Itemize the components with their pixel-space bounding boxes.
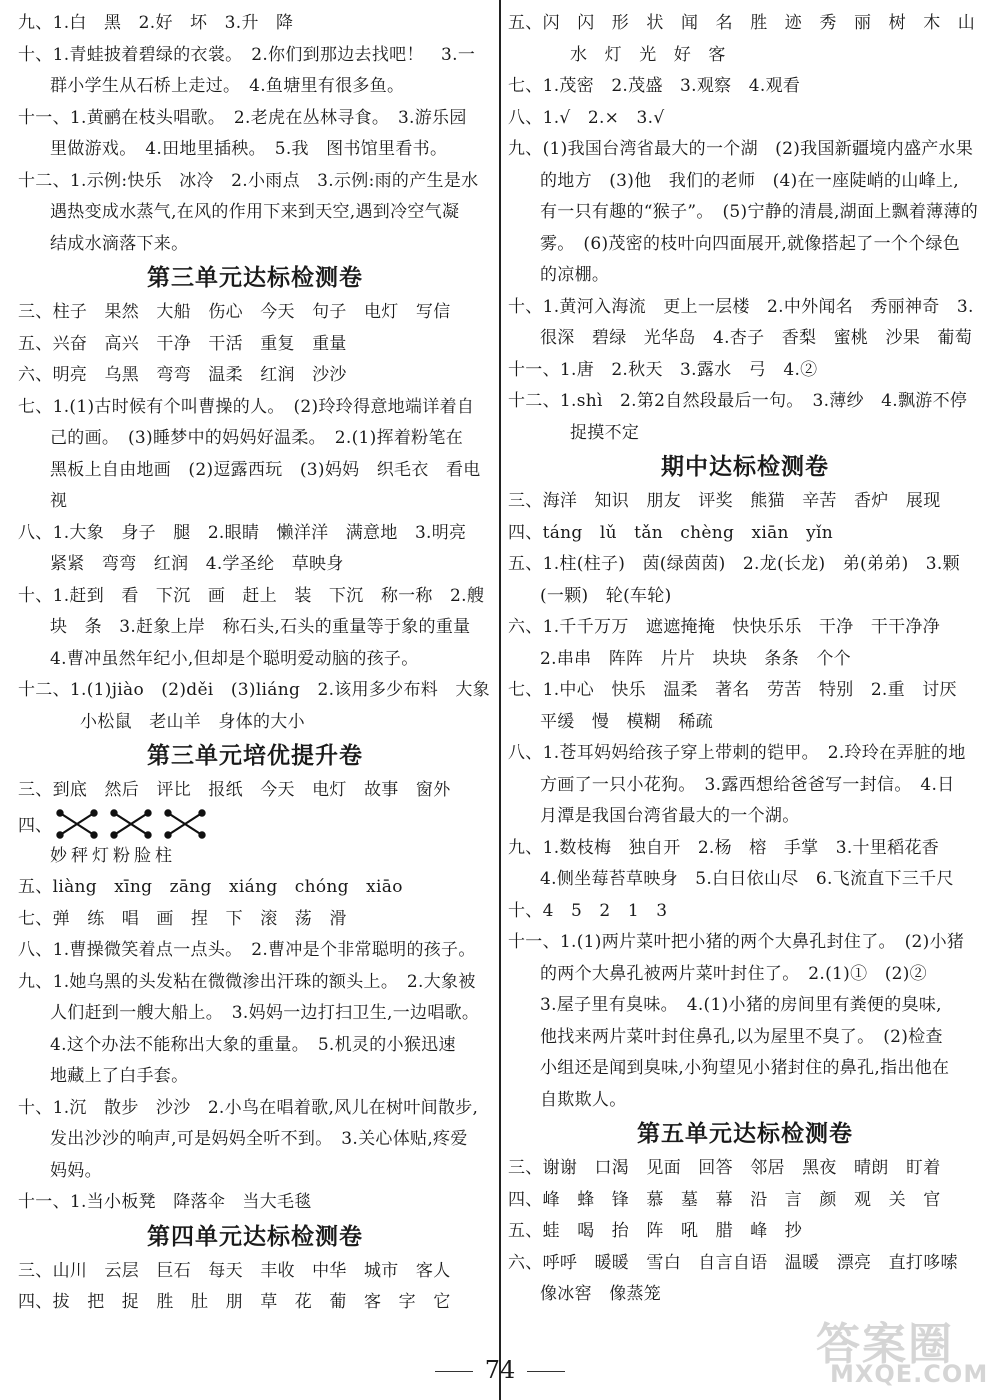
answer-line: 十、1.沉 散步 沙沙 2.小鸟在唱着歌,风儿在树叶间散步, — [18, 1097, 479, 1118]
answer-line: 五、liàng xīng zāng xiáng chóng xiāo — [18, 877, 403, 897]
answer-line: 十、1.赶到 看 下沉 画 赶上 装 下沉 称一称 2.艘 — [18, 585, 485, 606]
answer-line: 十、4 5 2 1 3 — [508, 900, 668, 921]
answer-line: 方画了一只小花狗。 3.露西想给爸爸写一封信。 4.日 — [540, 774, 955, 795]
answer-line: 3.屋子里有臭味。 4.(1)小猪的房间里有粪便的臭味, — [540, 995, 942, 1015]
answer-line: 九、1.数枝梅 独自开 2.杨 榕 手掌 3.十里稻花香 — [508, 837, 940, 858]
matching-characters: 妙秤灯粉脸柱 — [50, 845, 176, 866]
column-divider — [499, 0, 501, 1400]
answer-line: 遇热变成水蒸气,在风的作用下来到天空,遇到冷空气凝 — [50, 202, 460, 222]
watermark-title: 答案圈 — [816, 1319, 954, 1370]
answer-line: 十二、1.(1)jiào (2)děi (3)liáng 2.该用多少布料 大象 — [18, 680, 490, 700]
answer-line: 的两个大鼻孔被两片菜叶封住了。 2.(1)① (2)② — [540, 963, 927, 984]
answer-line: 三、山川 云层 巨石 每天 丰收 中华 城市 客人 — [18, 1260, 451, 1281]
page-dash-left — [435, 1371, 473, 1373]
answer-line: 有一只有趣的“猴子”。 (5)宁静的清晨,湖面上飘着薄薄的 — [540, 202, 979, 222]
answer-line: 人们赶到一艘大船上。 3.妈妈一边打扫卫生,一边唱歌。 — [50, 1003, 480, 1023]
right-block-2 — [508, 486, 982, 1116]
answer-line: 结成水滴落下来。 — [50, 233, 189, 254]
matching-question — [18, 807, 492, 841]
answer-line: 十一、1.黄鹂在枝头唱歌。 2.老虎在丛林寻食。 3.游乐园 — [18, 107, 467, 128]
left-block-3b — [18, 872, 492, 1219]
answer-line: 三、谢谢 口渴 见面 回答 邻居 黑夜 晴朗 盯着 — [508, 1158, 941, 1178]
matching-lines-icon — [54, 809, 214, 839]
answer-line: 三、到底 然后 评比 报纸 今天 电灯 故事 窗外 — [18, 780, 451, 800]
answer-line: 2.串串 阵阵 片片 块块 条条 个个 — [540, 648, 851, 669]
answer-line: 五、蛙 喝 抬 阵 吼 腊 峰 抄 — [508, 1221, 803, 1241]
answer-line: 自欺欺人。 — [540, 1089, 627, 1110]
section-heading-unit3-advanced: 第三单元培优提升卷 — [147, 743, 363, 769]
answer-line: 十一、1.唐 2.秋天 3.露水 弓 4.② — [508, 359, 818, 380]
answer-line: 小松鼠 老山羊 身体的大小 — [80, 711, 305, 732]
left-column — [18, 8, 492, 1319]
answer-line: 五、1.柱(柱子) 茵(绿茵茵) 2.龙(长龙) 弟(弟弟) 3.颗 — [508, 554, 960, 574]
answer-line: 七、1.中心 快乐 温柔 著名 劳苦 特别 2.重 讨厌 — [508, 680, 957, 700]
answer-line: 六、呼呼 暖暖 雪白 自言自语 温暖 漂亮 直打哆嗦 — [508, 1252, 958, 1273]
answer-line: 五、闪 闪 形 状 闻 名 胜 迹 秀 丽 树 木 山 — [508, 13, 976, 33]
answer-line: 九、1.她乌黑的头发粘在微微渗出汗珠的额头上。 2.大象被 — [18, 971, 476, 992]
answer-line: 四、táng lǔ tǎn chèng xiān yǐn — [508, 522, 833, 543]
answer-line: 月潭是我国台湾省最大的一个湖。 — [540, 806, 800, 826]
answer-line: 的凉棚。 — [540, 265, 610, 285]
answer-line: 他找来两片菜叶封住鼻孔,以为屋里不臭了。 (2)检查 — [540, 1026, 943, 1047]
watermark-url: MXQE.COM — [830, 1360, 989, 1388]
answer-line: 4.这个办法不能称出大象的重量。 5.机灵的小猴迅速 — [50, 1034, 456, 1055]
answer-line: 视 — [50, 491, 68, 511]
answer-line: 妈妈。 — [50, 1160, 102, 1181]
answer-line: 六、1.千千万万 遮遮掩掩 快快乐乐 干净 干干净净 — [508, 617, 941, 637]
answer-line: 九、1.白 黑 2.好 坏 3.升 降 — [18, 13, 294, 33]
watermark-logo — [816, 1308, 992, 1394]
left-block-4 — [18, 1256, 492, 1319]
answer-line: 十一、1.当小板凳 降落伞 当大毛毯 — [18, 1192, 312, 1212]
question-label: 四、 — [18, 815, 52, 836]
answer-line: 十二、1.示例:快乐 冰冷 2.小雨点 3.示例:雨的产生是水 — [18, 170, 479, 191]
section-heading-unit5-test: 第五单元达标检测卷 — [637, 1121, 853, 1147]
answer-line: 很深 碧绿 光华岛 4.杏子 香梨 蜜桃 沙果 葡萄 — [540, 328, 973, 348]
answer-line: 三、海洋 知识 朋友 评奖 熊猫 辛苦 香炉 展现 — [508, 491, 941, 511]
answer-line: 发出沙沙的响声,可是妈妈全听不到。 3.关心体贴,疼爱 — [50, 1129, 468, 1149]
answer-line: 六、明亮 乌黑 弯弯 温柔 红润 沙沙 — [18, 365, 347, 385]
section-heading-unit3-test: 第三单元达标检测卷 — [147, 265, 363, 291]
answer-line: 群小学生从石桥上走过。 4.鱼塘里有很多鱼。 — [50, 76, 405, 96]
answer-line: 十二、1.shì 2.第2自然段最后一句。 3.薄纱 4.飘游不停 — [508, 391, 968, 411]
answer-line: 十、1.黄河入海流 更上一层楼 2.中外闻名 秀丽神奇 3. — [508, 296, 974, 317]
page-number-text: 74 — [484, 1356, 516, 1384]
answer-line: 七、1.茂密 2.茂盛 3.观察 4.观看 — [508, 76, 801, 96]
right-block-3 — [508, 1153, 982, 1311]
answer-line: 块 条 3.赶象上岸 称石头,石头的重量等于象的重量 — [50, 617, 471, 637]
answer-line: 十、1.青蛙披着碧绿的衣裳。 2.你们到那边去找吧！ 3.一 — [18, 44, 476, 65]
answer-line: 七、弹 练 唱 画 捏 下 滚 荡 滑 — [18, 908, 347, 929]
answer-line: 八、1.√ 2.× 3.√ — [508, 107, 665, 128]
answer-line: 十一、1.(1)两片菜叶把小猪的两个大鼻孔封住了。 (2)小猪 — [508, 932, 965, 952]
answer-line: 五、兴奋 高兴 干净 干活 重复 重量 — [18, 333, 347, 354]
section-heading-unit4-test: 第四单元达标检测卷 — [147, 1223, 363, 1250]
answer-line: 像冰窖 像蒸笼 — [540, 1284, 662, 1304]
answer-line: 4.侧坐莓苔草映身 5.白日依山尽 6.飞流直下三千尺 — [540, 869, 954, 889]
left-block-1 — [18, 8, 492, 260]
answer-line: 的地方 (3)他 我们的老师 (4)在一座陡峭的山峰上, — [540, 170, 959, 191]
answer-line: 雾。 (6)茂密的枝叶向四面展开,就像搭起了一个个绿色 — [540, 233, 961, 254]
answer-line: 平缓 慢 模糊 稀疏 — [540, 711, 713, 732]
answer-line: 里做游戏。 4.田地里插秧。 5.我 图书馆里看书。 — [50, 139, 448, 159]
answer-line: 八、1.曹操微笑着点一点头。 2.曹冲是个非常聪明的孩子。 — [18, 940, 476, 960]
section-heading-midterm: 期中达标检测卷 — [661, 454, 829, 480]
right-block-1 — [508, 8, 982, 449]
right-column — [508, 8, 982, 1311]
answer-line: 四、拔 把 捉 胜 肚 朋 草 花 葡 客 字 它 — [18, 1292, 451, 1312]
answer-line: 八、1.大象 身子 腿 2.眼睛 懒洋洋 满意地 3.明亮 — [18, 522, 467, 543]
answer-line: 九、(1)我国台湾省最大的一个湖 (2)我国新疆境内盛产水果 — [508, 139, 974, 159]
answer-line: 捉摸不定 — [570, 422, 640, 443]
left-block-2 — [18, 297, 492, 738]
answer-line: (一颗) 轮(车轮) — [540, 585, 672, 606]
answer-line: 三、柱子 果然 大船 伤心 今天 句子 电灯 写信 — [18, 302, 451, 322]
left-block-3a — [18, 775, 492, 807]
answer-line: 水 灯 光 好 客 — [570, 44, 726, 65]
answer-line: 己的画。 (3)睡梦中的妈妈好温柔。 2.(1)挥着粉笔在 — [50, 428, 464, 448]
answer-line: 小组还是闻到臭味,小狗望见小猪封住的鼻孔,指出他在 — [540, 1058, 950, 1078]
answer-line: 四、峰 蜂 锋 慕 墓 幕 沿 言 颜 观 关 官 — [508, 1189, 941, 1210]
answer-line: 地藏上了白手套。 — [50, 1066, 189, 1086]
answer-line: 八、1.苍耳妈妈给孩子穿上带刺的铠甲。 2.玲玲在弄脏的地 — [508, 743, 966, 763]
answer-line: 紧紧 弯弯 红润 4.学圣纶 草映身 — [50, 554, 344, 574]
answer-line: 七、1.(1)古时候有个叫曹操的人。 (2)玲玲得意地端详着自 — [18, 396, 475, 417]
answer-line: 4.曹冲虽然年纪小,但却是个聪明爱动脑的孩子。 — [50, 648, 419, 669]
answer-line: 黑板上自由地画 (2)逗露西玩 (3)妈妈 织毛衣 看电 — [50, 459, 481, 480]
page-dash-right — [527, 1371, 565, 1373]
